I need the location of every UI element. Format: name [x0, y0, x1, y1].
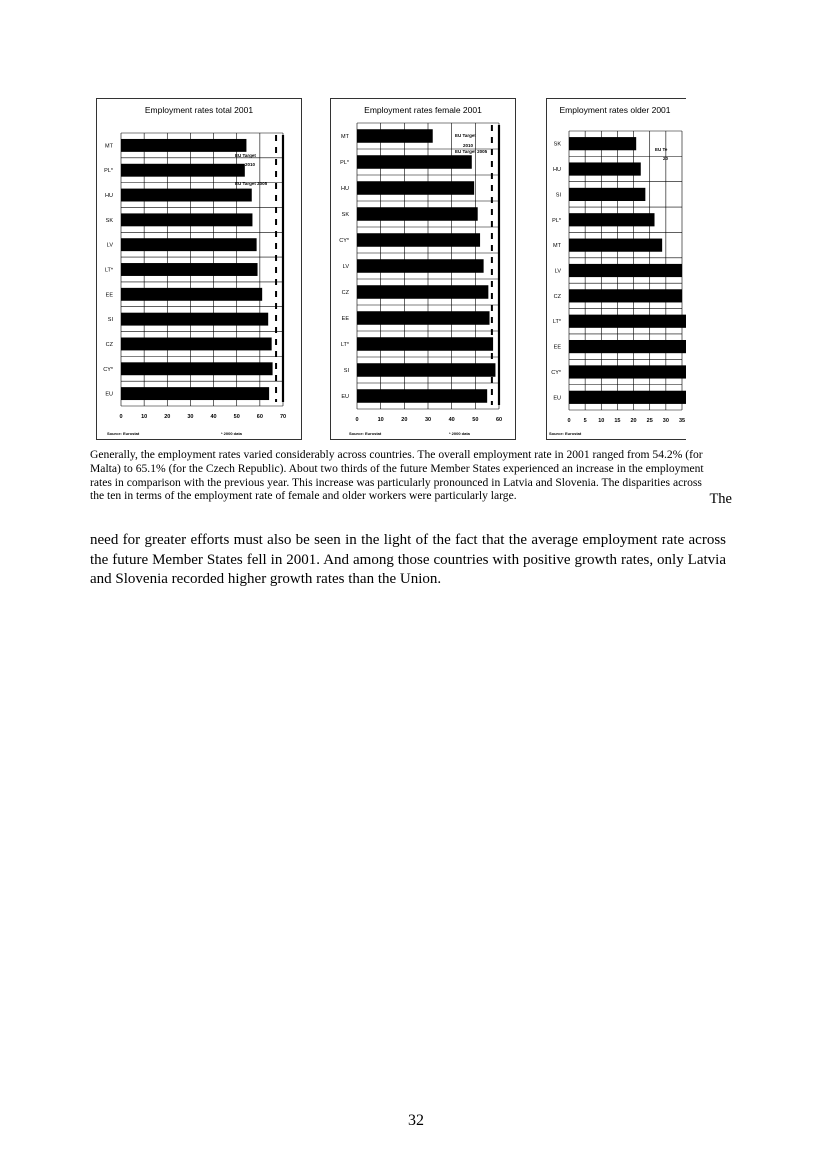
category-label: LV	[106, 242, 113, 249]
category-label: MT	[105, 143, 113, 150]
bar	[569, 239, 662, 252]
chart-svg	[547, 99, 686, 440]
chart-title: Employment rates older 2001	[559, 105, 671, 115]
category-label: LT*	[104, 267, 113, 274]
x-tick-label: 0	[355, 417, 359, 423]
category-label: SK	[553, 141, 561, 148]
bar	[357, 285, 488, 299]
x-tick-label: 30	[662, 418, 669, 424]
bar	[357, 363, 495, 377]
category-label: EU	[553, 395, 561, 402]
chart-source: Source: Eurostat	[107, 431, 140, 436]
bar	[357, 155, 472, 169]
figure-caption	[90, 448, 732, 508]
category-label: EE	[341, 316, 349, 322]
annotation-label: 2010	[245, 162, 256, 167]
x-tick-label: 10	[598, 418, 605, 424]
bar	[121, 139, 246, 152]
category-label: CY*	[103, 366, 113, 373]
bar	[121, 313, 268, 326]
bar	[121, 164, 245, 177]
category-label: LT*	[340, 342, 349, 348]
category-label: HU	[553, 167, 561, 174]
bar	[357, 389, 487, 403]
x-tick-label: 50	[472, 417, 479, 423]
x-tick-label: 60	[256, 414, 263, 420]
chart-source: Source: Eurostat	[349, 431, 382, 436]
bar	[121, 288, 262, 301]
bar	[569, 188, 645, 201]
category-label: SI	[555, 192, 561, 199]
category-label: LV	[342, 264, 349, 270]
chart-source: Source: Eurostat	[549, 431, 582, 436]
bar	[357, 207, 478, 221]
x-tick-label: 10	[141, 414, 148, 420]
category-label: LT*	[552, 319, 561, 326]
bar	[569, 213, 655, 226]
x-tick-label: 20	[164, 414, 171, 420]
bar	[357, 233, 480, 247]
body-paragraph: need for greater efforts must also be seen in the light of the fact that the average employment rate across the future Member States fell in 2001. And among those countries with positive growth rates, only Latvia and Slovenia recorded higher growth rates than the Union.	[90, 532, 726, 587]
bar	[121, 387, 269, 400]
category-label: CY*	[339, 238, 349, 244]
category-label: EU	[341, 394, 349, 400]
x-tick-label: 40	[448, 417, 455, 423]
x-tick-label: 60	[495, 417, 503, 423]
chart-employment-total	[96, 98, 302, 440]
annotation-label: 2010	[463, 143, 474, 148]
bar	[121, 338, 272, 351]
bar	[569, 137, 636, 150]
page-number: 32	[408, 1112, 424, 1129]
chart-note: * 2000 data	[221, 431, 242, 436]
bar	[121, 189, 252, 202]
x-tick-label: 0	[567, 418, 571, 424]
bar	[121, 213, 252, 226]
bar	[569, 162, 641, 175]
chart-employment-female	[330, 98, 516, 440]
chart-svg	[97, 99, 302, 440]
bar	[357, 311, 490, 325]
x-tick-label: 35	[678, 418, 686, 424]
chart-title: Employment rates female 2001	[364, 105, 482, 115]
category-label: PL*	[104, 168, 113, 175]
category-label: SI	[343, 368, 349, 374]
chart-employment-older	[546, 98, 686, 440]
x-tick-label: 10	[377, 417, 384, 423]
annotation-label: 20	[663, 156, 669, 161]
category-label: CY*	[551, 369, 561, 376]
x-tick-label: 20	[401, 417, 408, 423]
bar	[357, 337, 493, 351]
bar	[357, 129, 433, 143]
bar	[569, 315, 686, 328]
category-label: MT	[553, 243, 561, 250]
x-tick-label: 30	[424, 417, 432, 423]
annotation-label: EU Target 2005	[235, 181, 268, 186]
chart-title: Employment rates total 2001	[144, 105, 254, 115]
bar	[121, 362, 273, 375]
chart-svg	[331, 99, 516, 440]
bar	[569, 340, 686, 353]
x-tick-label: 5	[583, 418, 587, 424]
category-label: EU	[105, 391, 113, 398]
x-tick-label: 0	[119, 414, 123, 420]
x-tick-label: 15	[614, 418, 621, 424]
bar	[357, 181, 474, 195]
x-tick-label: 30	[187, 414, 194, 420]
category-label: EE	[553, 344, 561, 351]
x-tick-label: 25	[646, 418, 653, 424]
category-label: PL*	[340, 160, 349, 166]
category-label: HU	[105, 193, 113, 200]
category-label: CZ	[341, 290, 349, 296]
bar	[357, 259, 484, 273]
category-label: MT	[341, 134, 349, 140]
annotation-label: EU Target	[235, 153, 256, 158]
annotation-label: EU Target 2005	[455, 149, 488, 154]
bar	[121, 263, 258, 276]
annotation-label: EU Target	[455, 133, 476, 138]
chart-note: * 2000 data	[449, 431, 470, 436]
x-tick-label: 40	[210, 414, 217, 420]
category-label: HU	[341, 186, 349, 192]
x-tick-label: 50	[233, 414, 240, 420]
category-label: EE	[105, 292, 113, 299]
category-label: SI	[107, 317, 113, 324]
annotation-label: EU Te	[655, 147, 668, 152]
category-label: CZ	[553, 293, 561, 300]
bar	[569, 365, 686, 378]
caption-text: Generally, the employment rates varied considerably across countries. The overall employment rate in 2001 ranged from 54.2% (for Malta) to 65.1% (for the Czech Republic). About two thirds of the future Member States experienced an increase in the employment rates in comparison with the previous year. This increase was particularly pronounced in Latvia and Slovenia. The disparities across the ten in terms of the employment rate of female and older workers were particularly large.	[90, 448, 704, 503]
bar	[569, 264, 682, 277]
bar	[569, 391, 686, 404]
bar	[569, 289, 682, 302]
category-label: CZ	[105, 341, 113, 348]
bar	[121, 238, 257, 251]
category-label: PL*	[552, 217, 561, 224]
category-label: SK	[105, 217, 113, 224]
caption-trailing-word: The	[709, 491, 732, 508]
category-label: LV	[554, 268, 561, 275]
x-tick-label: 70	[279, 414, 287, 420]
category-label: SK	[341, 212, 349, 218]
x-tick-label: 20	[630, 418, 637, 424]
